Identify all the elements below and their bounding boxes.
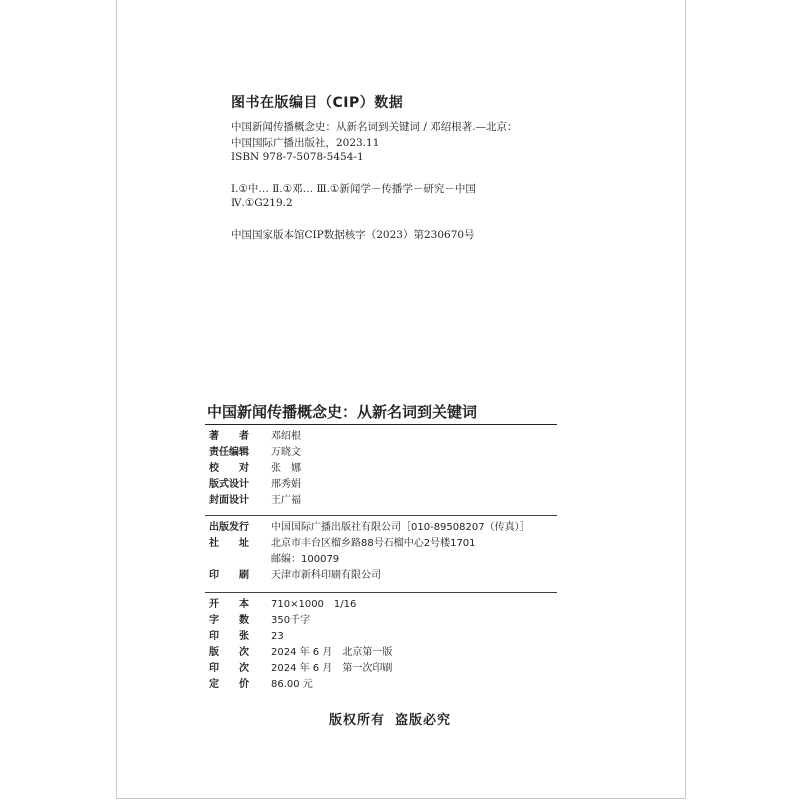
- spec-label: 印 次: [209, 663, 249, 674]
- cip-line: 中国国际广播出版社，2023.11: [231, 137, 380, 149]
- credit-label: 校 对: [209, 463, 249, 474]
- publisher-value: 中国国际广播出版社有限公司［010-89508207（传真）］: [271, 522, 530, 533]
- publisher-label: 社 址: [209, 538, 249, 549]
- cip-classification: Ⅳ.①G219.2: [231, 197, 293, 209]
- divider: [205, 515, 557, 516]
- credit-value: 万晓文: [271, 447, 301, 458]
- credit-label: 责任编辑: [209, 447, 249, 458]
- credit-label: 著 者: [209, 431, 249, 442]
- cip-line: 中国新闻传播概念史：从新名词到关键词 / 邓绍根著.—北京：: [231, 121, 518, 133]
- spec-label: 定 价: [209, 679, 249, 690]
- credit-label: 版式设计: [209, 479, 249, 490]
- spec-value: 23: [271, 631, 284, 642]
- spec-value: 350千字: [271, 615, 311, 626]
- divider: [205, 424, 557, 425]
- publisher-value: 天津市新科印刷有限公司: [271, 570, 381, 581]
- anti-piracy-text: 盗版必究: [395, 713, 452, 728]
- spec-value: 2024 年 6 月 北京第一版: [271, 647, 393, 658]
- divider: [205, 592, 557, 593]
- cip-record-number: 中国国家版本馆CIP数据核字（2023）第230670号: [231, 229, 475, 241]
- credit-value: 邢秀娟: [271, 479, 301, 490]
- spec-label: 印 张: [209, 631, 249, 642]
- spec-label: 版 次: [209, 647, 249, 658]
- spec-label: 字 数: [209, 615, 249, 626]
- postal-code: 邮编：100079: [271, 554, 340, 565]
- publisher-label: 印 刷: [209, 570, 249, 581]
- publisher-value: 北京市丰台区榴乡路88号石榴中心2号楼1701: [271, 538, 476, 549]
- cip-isbn: ISBN 978-7-5078-5454-1: [231, 151, 364, 163]
- credit-label: 封面设计: [209, 495, 249, 506]
- book-title: 中国新闻传播概念史：从新名词到关键词: [207, 403, 478, 421]
- credit-value: 王广福: [271, 495, 301, 506]
- spec-label: 开 本: [209, 599, 249, 610]
- cip-heading: 图书在版编目（CIP）数据: [231, 95, 404, 111]
- spec-value: 2024 年 6 月 第一次印刷: [271, 663, 393, 674]
- price-value: 86.00 元: [271, 679, 313, 690]
- spec-value: 710×1000 1/16: [271, 599, 357, 610]
- copyright-page: [116, 0, 686, 799]
- credit-value: 张 娜: [271, 463, 301, 474]
- cip-classification: Ⅰ.①中… Ⅱ.①邓… Ⅲ.①新闻学－传播学－研究－中国: [231, 183, 476, 195]
- publisher-label: 出版发行: [209, 522, 249, 533]
- copyright-notice: [329, 709, 461, 728]
- credit-value: 邓绍根: [271, 431, 301, 442]
- rights-reserved-text: 版权所有: [329, 713, 386, 728]
